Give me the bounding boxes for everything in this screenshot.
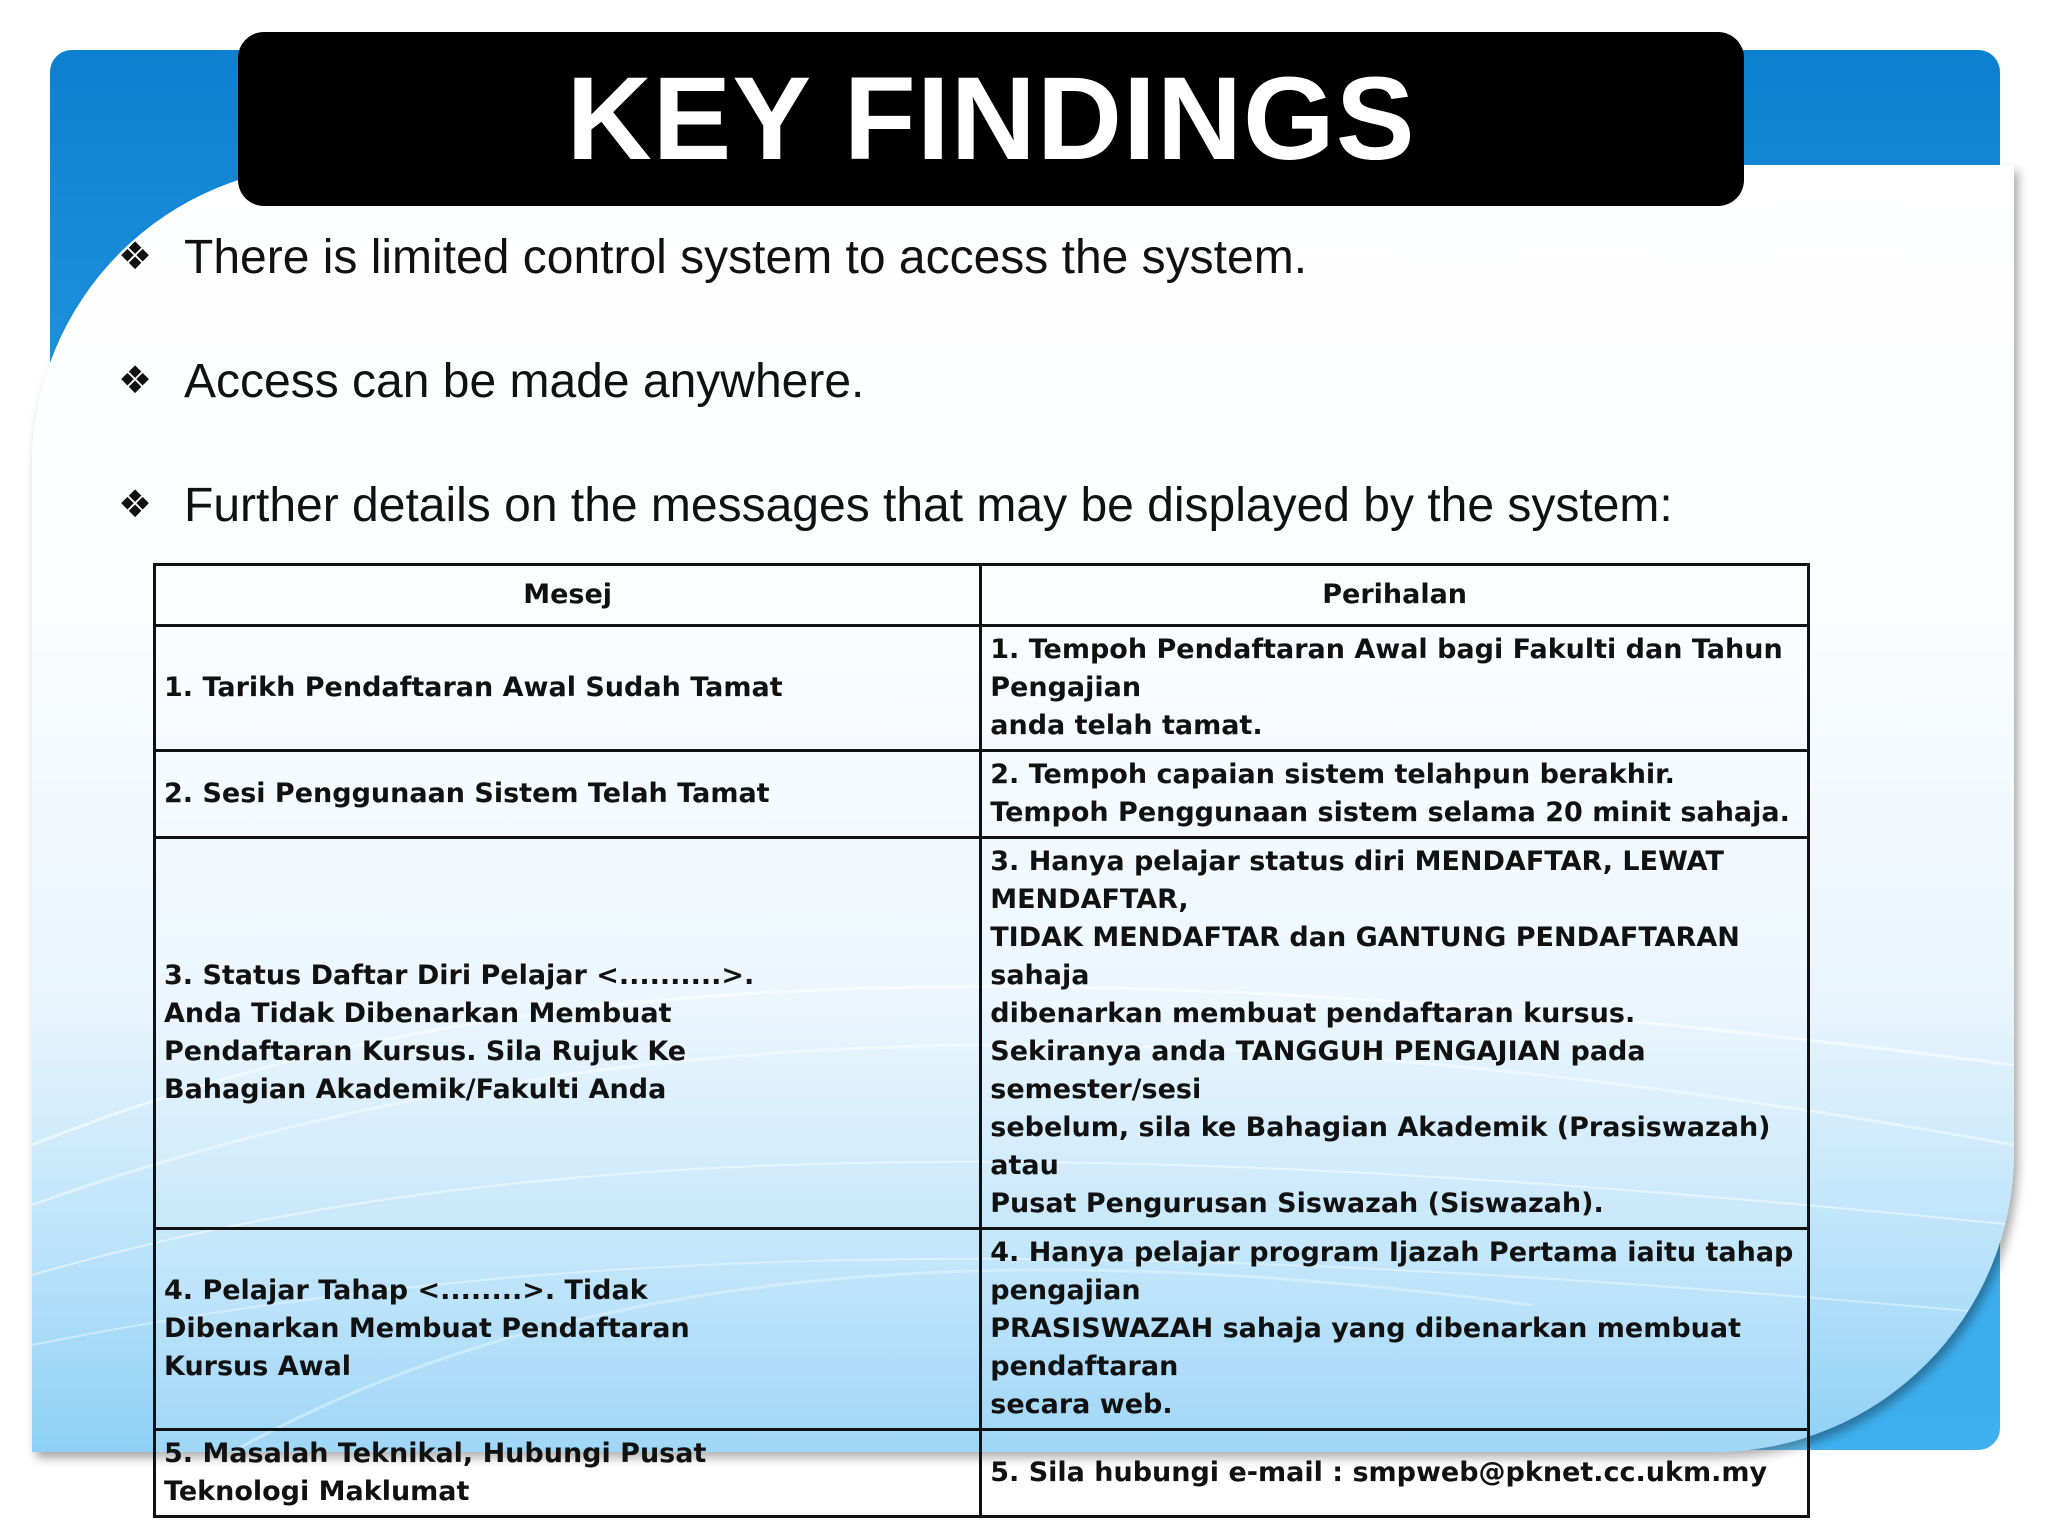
four-diamond-icon: ❖ — [118, 484, 153, 526]
bullet-text: Access can be made anywhere. — [184, 354, 865, 408]
bullet-text: Further details on the messages that may be displayed by the system: — [184, 478, 1673, 532]
messages-table — [153, 563, 1810, 1518]
cell-perihalan: 5. Sila hubungi e-mail : smpweb@pknet.cc.ukm.my — [981, 1430, 1809, 1517]
bullet-list — [118, 225, 1918, 597]
table-row — [155, 626, 1809, 751]
bullet-item — [118, 349, 1918, 413]
cell-mesej: 2. Sesi Penggunaan Sistem Telah Tamat — [155, 751, 981, 838]
table-row — [155, 1430, 1809, 1517]
header-mesej: Mesej — [155, 565, 981, 626]
cell-perihalan: 4. Hanya pelajar program Ijazah Pertama iaitu tahap pengajian PRASISWAZAH sahaja yang dibenarkan membuat pendaftaran secara web. — [981, 1229, 1809, 1430]
cell-mesej: 4. Pelajar Tahap <........>. Tidak Dibenarkan Membuat Pendaftaran Kursus Awal — [155, 1229, 981, 1430]
bullet-item — [118, 473, 1918, 537]
header-perihalan: Perihalan — [981, 565, 1809, 626]
table-row — [155, 838, 1809, 1229]
bullet-item — [118, 225, 1918, 289]
slide-title: KEY FINDINGS — [566, 53, 1416, 185]
cell-mesej: 3. Status Daftar Diri Pelajar <..........>. Anda Tidak Dibenarkan Membuat Pendaftaran Kursus. Sila Rujuk Ke Bahagian Akademik/Fakulti Anda — [155, 838, 981, 1229]
four-diamond-icon: ❖ — [118, 360, 153, 402]
table-header-row — [155, 565, 1809, 626]
table-row — [155, 1229, 1809, 1430]
bullet-text: There is limited control system to access the system. — [184, 230, 1308, 284]
table-row — [155, 751, 1809, 838]
cell-mesej: 1. Tarikh Pendaftaran Awal Sudah Tamat — [155, 626, 981, 751]
title-bar — [238, 32, 1744, 206]
cell-perihalan: 3. Hanya pelajar status diri MENDAFTAR, LEWAT MENDAFTAR, TIDAK MENDAFTAR dan GANTUNG PENDAFTARAN sahaja dibenarkan membuat pendaftaran kursus. Sekiranya anda TANGGUH PENGAJIAN pada semester/sesi sebelum, sila ke Bahagian Akademik (Prasiswazah) atau Pusat Pengurusan Siswazah (Siswazah). — [981, 838, 1809, 1229]
cell-mesej: 5. Masalah Teknikal, Hubungi Pusat Teknologi Maklumat — [155, 1430, 981, 1517]
cell-perihalan: 2. Tempoh capaian sistem telahpun berakhir. Tempoh Penggunaan sistem selama 20 minit sahaja. — [981, 751, 1809, 838]
four-diamond-icon: ❖ — [118, 236, 153, 278]
cell-perihalan: 1. Tempoh Pendaftaran Awal bagi Fakulti dan Tahun Pengajian anda telah tamat. — [981, 626, 1809, 751]
